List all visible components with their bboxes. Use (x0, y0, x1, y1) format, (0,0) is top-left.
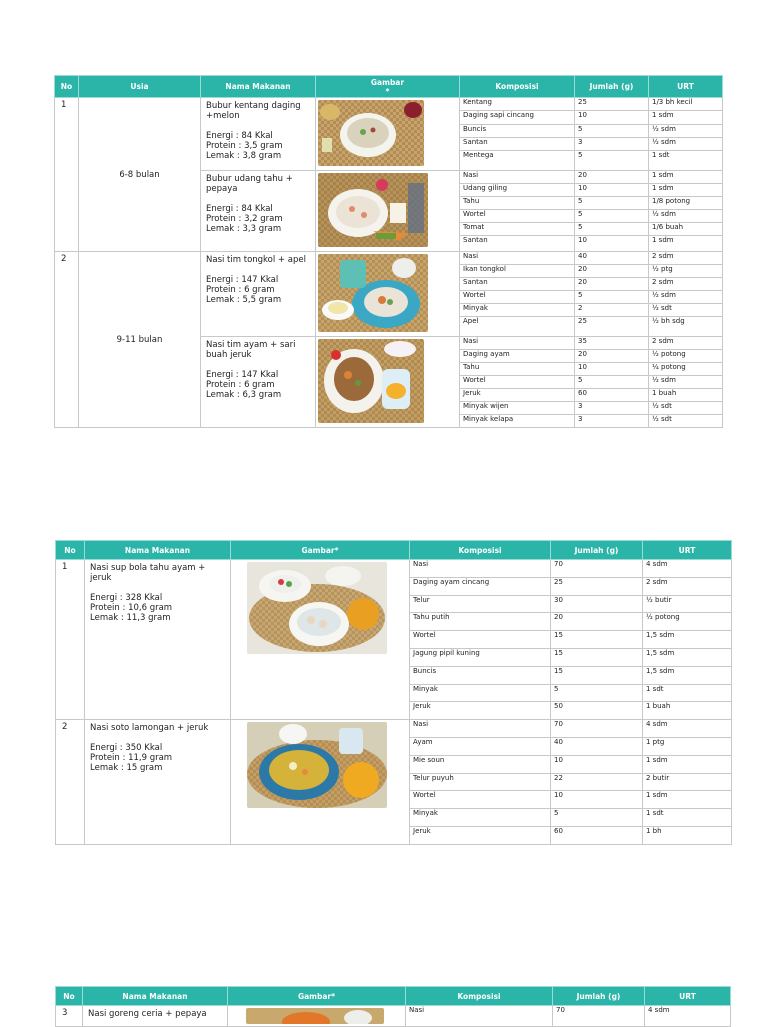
ingredient-name: Telur (410, 595, 551, 613)
header-komposisi: Komposisi (410, 541, 551, 560)
ingredient-urt: ½ sdt (649, 304, 723, 317)
header-urt: URT (645, 987, 731, 1006)
ingredient-urt: 4 sdm (643, 560, 732, 578)
meal-fat: Lemak : 5,5 gram (206, 295, 282, 305)
header-nama-makanan: Nama Makanan (85, 541, 231, 560)
ingredient-urt: ½ sdm (649, 137, 723, 150)
ingredient-amount: 40 (551, 737, 643, 755)
meal-photo-cell (231, 720, 410, 845)
ingredient-amount: 20 (575, 278, 649, 291)
ingredient-name: Ikan tongkol (460, 265, 575, 278)
meal-fat: Lemak : 11,3 gram (90, 613, 171, 623)
meal-energy: Energi : 84 Kkal (206, 204, 273, 214)
ingredient-urt: ½ potong (649, 350, 723, 363)
ingredient-amount: 10 (575, 111, 649, 124)
header-usia: Usia (79, 76, 201, 98)
ingredient-urt: 1 sdm (649, 236, 723, 252)
header-gambar: Gambar * (316, 76, 460, 98)
ingredient-urt: ½ bh sdg (649, 317, 723, 337)
ingredient-name: Apel (460, 317, 575, 337)
ingredient-urt: 2 sdm (649, 337, 723, 350)
ingredient-name: Wortel (460, 376, 575, 389)
header-jumlah: Jumlah (g) (551, 541, 643, 560)
meal-protein: Protein : 6 gram (206, 380, 275, 390)
meal-energy: Energi : 328 Kkal (90, 593, 163, 603)
ingredient-amount: 20 (575, 171, 649, 184)
ingredient-urt: 1/8 potong (649, 197, 723, 210)
age-group: 9-11 bulan (79, 252, 201, 428)
ingredient-urt: ½ sdt (649, 415, 723, 428)
ingredient-urt: 2 sdm (649, 278, 723, 291)
meal-protein: Protein : 10,6 gram (90, 603, 173, 613)
ingredient-name: Buncis (460, 124, 575, 137)
meal-name: Bubur kentang daging +melon (206, 101, 301, 121)
ingredient-urt: ½ sdm (649, 124, 723, 137)
meal-fat: Lemak : 15 gram (90, 763, 163, 774)
ingredient-amount: 70 (551, 560, 643, 578)
ingredient-urt: 1 sdt (643, 684, 732, 702)
ingredient-amount: 10 (551, 791, 643, 809)
ingredient-urt: 1 sdm (649, 111, 723, 124)
ingredient-name: Minyak kelapa (460, 415, 575, 428)
ingredient-urt: 1 buah (643, 702, 732, 720)
ingredient-amount: 30 (551, 595, 643, 613)
header-komposisi: Komposisi (460, 76, 575, 98)
meal-photo-cell (228, 1006, 406, 1027)
table-row (55, 252, 723, 265)
ingredient-name: Nasi (406, 1006, 553, 1027)
ingredient-urt: ½ sdm (649, 210, 723, 223)
ingredient-amount: 22 (551, 773, 643, 791)
ingredient-name: Udang giling (460, 184, 575, 197)
ingredient-amount: 20 (551, 613, 643, 631)
meal-name: Nasi soto lamongan + jeruk (90, 723, 209, 734)
ingredient-amount: 50 (551, 702, 643, 720)
ingredient-urt: ½ sdt (649, 402, 723, 415)
meal-cell (201, 337, 316, 428)
ingredient-name: Ayam (410, 737, 551, 755)
ingredient-name: Wortel (460, 291, 575, 304)
header-no: No (56, 987, 83, 1006)
ingredient-name: Kentang (460, 98, 575, 111)
header-jumlah: Jumlah (g) (575, 76, 649, 98)
food-photo-chicken-rice (318, 339, 424, 423)
ingredient-amount: 60 (575, 389, 649, 402)
ingredient-amount: 15 (551, 648, 643, 666)
ingredient-urt: ½ potong (643, 613, 732, 631)
table-row (56, 720, 732, 738)
ingredient-urt: 1 sdt (649, 151, 723, 171)
ingredient-urt: 1 sdm (643, 755, 732, 773)
meal-energy: Energi : 147 Kkal (206, 275, 279, 285)
ingredient-name: Minyak wijen (460, 402, 575, 415)
ingredient-amount: 15 (551, 631, 643, 649)
ingredient-amount: 5 (575, 223, 649, 236)
meal-cell (85, 720, 231, 845)
ingredient-amount: 40 (575, 252, 649, 265)
ingredient-name: Santan (460, 278, 575, 291)
meal-name: Bubur udang tahu + pepaya (206, 174, 293, 194)
ingredient-amount: 5 (575, 291, 649, 304)
ingredient-name: Nasi (410, 720, 551, 738)
ingredient-name: Wortel (410, 631, 551, 649)
ingredient-name: Tahu (460, 197, 575, 210)
meal-fat: Lemak : 6,3 gram (206, 390, 282, 400)
meal-protein: Protein : 3,2 gram (206, 214, 283, 224)
ingredient-amount: 10 (575, 236, 649, 252)
table-row (55, 98, 723, 111)
header-jumlah: Jumlah (g) (553, 987, 645, 1006)
meal-cell (201, 98, 316, 171)
meal-photo-cell (316, 252, 460, 337)
ingredient-name: Tomat (460, 223, 575, 236)
meal-fat: Lemak : 3,8 gram (206, 151, 282, 161)
ingredient-urt: 1/3 bh kecil (649, 98, 723, 111)
ingredient-name: Daging ayam cincang (410, 577, 551, 595)
ingredient-name: Minyak (410, 809, 551, 827)
header-gambar: Gambar* (231, 541, 410, 560)
meal-cell (201, 252, 316, 337)
meal-name: Nasi tim ayam + sari buah jeruk (206, 340, 296, 360)
ingredient-urt: 1 sdm (649, 184, 723, 197)
ingredient-urt: ¼ potong (649, 363, 723, 376)
ingredient-amount: 10 (575, 363, 649, 376)
ingredient-name: Jagung pipil kuning (410, 648, 551, 666)
ingredient-urt: ½ butir (643, 595, 732, 613)
ingredient-amount: 25 (551, 577, 643, 595)
ingredient-amount: 3 (575, 402, 649, 415)
ingredient-amount: 15 (551, 666, 643, 684)
ingredient-name: Santan (460, 137, 575, 150)
ingredient-amount: 35 (575, 337, 649, 350)
ingredient-urt: 1 buah (649, 389, 723, 402)
ingredient-name: Tahu (460, 363, 575, 376)
ingredient-urt: 1,5 sdm (643, 666, 732, 684)
row-number: 2 (55, 252, 79, 428)
ingredient-urt: 2 sdm (649, 252, 723, 265)
ingredient-urt: 1,5 sdm (643, 648, 732, 666)
meal-photo-cell (316, 337, 460, 428)
ingredient-urt: 1 sdt (643, 809, 732, 827)
meal-fat: Lemak : 3,3 gram (206, 224, 282, 234)
ingredient-name: Wortel (410, 791, 551, 809)
ingredient-amount: 5 (551, 684, 643, 702)
menu-table-toddler (55, 540, 732, 845)
ingredient-name: Jeruk (410, 702, 551, 720)
row-number: 1 (56, 560, 85, 720)
ingredient-name: Minyak (410, 684, 551, 702)
ingredient-amount: 5 (575, 124, 649, 137)
ingredient-amount: 3 (575, 137, 649, 150)
ingredient-amount: 5 (551, 809, 643, 827)
ingredient-name: Nasi (460, 252, 575, 265)
food-photo-tuna-rice (318, 254, 428, 332)
header-komposisi: Komposisi (406, 987, 553, 1006)
ingredient-amount: 60 (551, 826, 643, 844)
menu-table-infant (54, 75, 723, 428)
ingredient-name: Nasi (460, 171, 575, 184)
ingredient-urt: ½ sdm (649, 291, 723, 304)
meal-name: Nasi sup bola tahu ayam + jeruk (90, 563, 206, 583)
ingredient-urt: 1 sdm (643, 791, 732, 809)
ingredient-urt: ½ ptg (649, 265, 723, 278)
table-row (56, 560, 732, 578)
age-group: 6-8 bulan (79, 98, 201, 252)
ingredient-amount: 5 (575, 151, 649, 171)
meal-photo-cell (316, 98, 460, 171)
meal-photo-cell (231, 560, 410, 720)
header-gambar: Gambar* (228, 987, 406, 1006)
ingredient-name: Santan (460, 236, 575, 252)
ingredient-urt: 1 bh (643, 826, 732, 844)
ingredient-name: Tahu putih (410, 613, 551, 631)
ingredient-amount: 70 (553, 1006, 645, 1027)
menu-table-continued (55, 986, 731, 1027)
ingredient-urt: 4 sdm (645, 1006, 731, 1027)
ingredient-name: Daging ayam (460, 350, 575, 363)
meal-energy: Energi : 350 Kkal (90, 743, 163, 754)
meal-protein: Protein : 3,5 gram (206, 141, 283, 151)
ingredient-urt: ½ sdm (649, 376, 723, 389)
ingredient-amount: 10 (551, 755, 643, 773)
ingredient-urt: 2 butir (643, 773, 732, 791)
food-photo-fried-rice (246, 1008, 384, 1024)
row-number: 3 (56, 1006, 83, 1027)
ingredient-urt: 1 sdm (649, 171, 723, 184)
row-number: 2 (56, 720, 85, 845)
ingredient-name: Jeruk (460, 389, 575, 402)
header-nama-makanan: Nama Makanan (201, 76, 316, 98)
table-row (56, 1006, 731, 1027)
meal-photo-cell (316, 171, 460, 252)
meal-energy: Energi : 84 Kkal (206, 131, 273, 141)
ingredient-name: Mentega (460, 151, 575, 171)
ingredient-amount: 3 (575, 415, 649, 428)
food-photo-potato-porridge (318, 100, 424, 166)
meal-name: Nasi goreng ceria + pepaya (83, 1006, 228, 1027)
ingredient-name: Minyak (460, 304, 575, 317)
meal-name: Nasi tim tongkol + apel (206, 255, 306, 265)
header-urt: URT (649, 76, 723, 98)
meal-cell (201, 171, 316, 252)
meal-energy: Energi : 147 Kkal (206, 370, 279, 380)
ingredient-amount: 5 (575, 376, 649, 389)
ingredient-urt: 2 sdm (643, 577, 732, 595)
ingredient-urt: 1,5 sdm (643, 631, 732, 649)
food-photo-soto-soup (247, 722, 387, 808)
header-no: No (56, 541, 85, 560)
ingredient-name: Nasi (460, 337, 575, 350)
header-no: No (55, 76, 79, 98)
header-urt: URT (643, 541, 732, 560)
ingredient-amount: 20 (575, 265, 649, 278)
ingredient-name: Telur puyuh (410, 773, 551, 791)
ingredient-amount: 25 (575, 317, 649, 337)
meal-cell (85, 560, 231, 720)
food-photo-shrimp-porridge (318, 173, 428, 247)
header-nama-makanan: Nama Makanan (83, 987, 228, 1006)
food-photo-tofu-soup (247, 562, 387, 654)
ingredient-amount: 5 (575, 210, 649, 223)
ingredient-urt: 1 ptg (643, 737, 732, 755)
ingredient-urt: 1/6 buah (649, 223, 723, 236)
ingredient-amount: 2 (575, 304, 649, 317)
ingredient-name: Jeruk (410, 826, 551, 844)
ingredient-name: Nasi (410, 560, 551, 578)
ingredient-amount: 5 (575, 197, 649, 210)
row-number: 1 (55, 98, 79, 252)
ingredient-name: Wortel (460, 210, 575, 223)
ingredient-name: Daging sapi cincang (460, 111, 575, 124)
ingredient-name: Mie soun (410, 755, 551, 773)
ingredient-amount: 70 (551, 720, 643, 738)
ingredient-amount: 20 (575, 350, 649, 363)
ingredient-name: Buncis (410, 666, 551, 684)
ingredient-urt: 4 sdm (643, 720, 732, 738)
meal-protein: Protein : 6 gram (206, 285, 275, 295)
ingredient-amount: 10 (575, 184, 649, 197)
ingredient-amount: 25 (575, 98, 649, 111)
meal-protein: Protein : 11,9 gram (90, 753, 173, 764)
